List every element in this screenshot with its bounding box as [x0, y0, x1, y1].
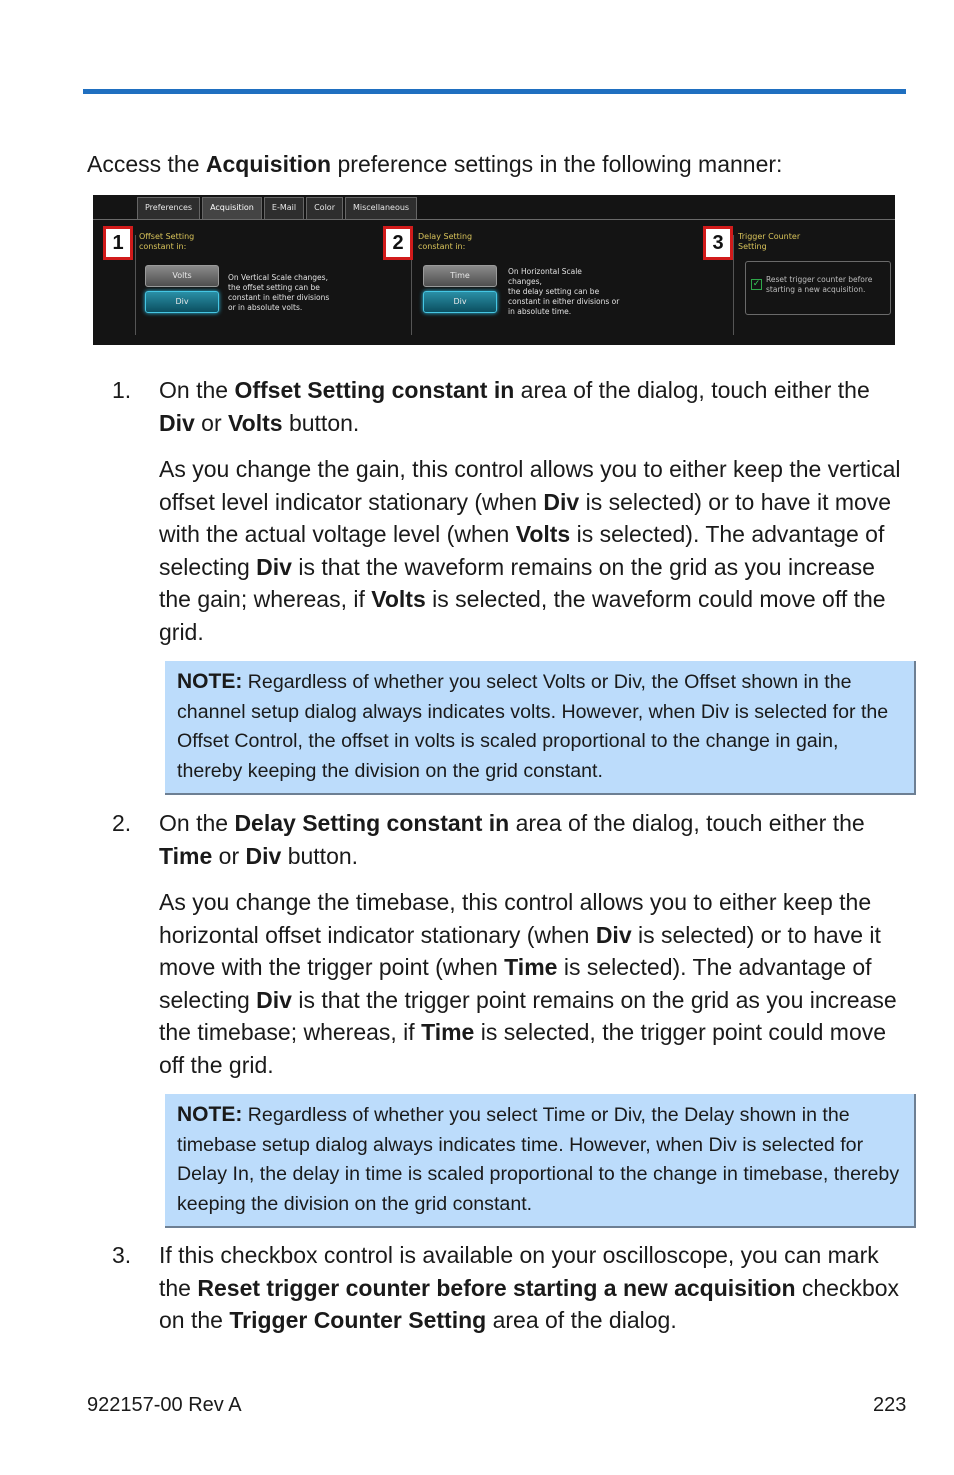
- step-1: [112, 374, 907, 439]
- tab-acquisition[interactable]: Acquisition: [202, 197, 262, 219]
- delay-hint-text: On Horizontal Scale changes, the delay setting can be constant in either divisions or in absolute time.: [508, 267, 620, 316]
- section-divider: [135, 235, 136, 335]
- trigger-counter-title: Trigger Counter Setting: [738, 232, 801, 251]
- step-number: 2.: [112, 810, 132, 836]
- tab-preferences[interactable]: Preferences: [137, 197, 200, 219]
- step-1-explanation: As you change the gain, this control allows you to either keep the vertical offset level indicator stationary (when Div is selected) or to have it move with the actual voltage level (when Volts is selected). The advantage of selecting Div is that the waveform remains on the grid as you increase the gain; whereas, if Volts is selected, the waveform could move off the grid.: [159, 456, 901, 645]
- step-2-explanation: As you change the timebase, this control allows you to either keep the horizontal offset indicator stationary (when Div is selected) or to have it move with the trigger point (when Time is selected). The advantage of selecting Div is that the trigger point remains on the grid as you increase the timebase; whereas, if Time is selected, the trigger point could move off the grid.: [159, 889, 897, 1078]
- time-button[interactable]: Time: [423, 265, 497, 287]
- step-text: On the Offset Setting constant in area of the dialog, touch either the Div or Volts button.: [159, 377, 870, 436]
- tab-underline: [93, 219, 895, 220]
- step-2: [112, 807, 907, 872]
- delay-setting-title: Delay Setting constant in:: [418, 232, 473, 251]
- offset-hint-text: On Vertical Scale changes, the offset setting can be constant in either divisions or in absolute volts.: [228, 273, 330, 312]
- step-3: [112, 1239, 907, 1337]
- page-number: 223: [873, 1394, 907, 1416]
- step-text: If this checkbox control is available on your oscilloscope, you can mark the Reset trigger counter before starting a new acquisition checkbox on the Trigger Counter Setting area of the dialog.: [159, 1242, 900, 1333]
- tab-miscellaneous[interactable]: Miscellaneous: [345, 197, 417, 219]
- offset-setting-title: Offset Setting constant in:: [139, 232, 195, 251]
- note-box: NOTE: Regardless of whether you select Volts or Div, the Offset shown in the channel setup dialog always indicates volts. However, when Div is selected for the Offset Control, the offset in volts is scaled proportional to the change in gain, thereby keeping the division on the grid constant.: [165, 661, 916, 795]
- intro-text: Access the Acquisition preference settings in the following manner:: [87, 151, 783, 177]
- acquisition-dialog-screenshot: [93, 195, 895, 345]
- callout-badge-2: 2: [383, 226, 413, 260]
- reset-trigger-checkbox[interactable]: ✓: [752, 279, 761, 289]
- reset-trigger-label: Reset trigger counter before starting a new acquisition.: [766, 275, 873, 294]
- header-rule: [83, 89, 906, 94]
- step-text: On the Delay Setting constant in area of the dialog, touch either the Time or Div button.: [159, 810, 865, 869]
- document-number: 922157-00 Rev A: [87, 1394, 242, 1416]
- callout-badge-3: 3: [703, 226, 733, 260]
- section-divider: [733, 235, 734, 335]
- delay-div-button[interactable]: Div: [423, 291, 497, 313]
- step-number: 1.: [112, 377, 132, 403]
- note-box: NOTE: Regardless of whether you select Time or Div, the Delay shown in the timebase setup dialog always indicates time. However, when Div is selected for Delay In, the delay in time is scaled proportional to the change in timebase, thereby keeping the division on the grid constant.: [165, 1094, 916, 1228]
- tab-email[interactable]: E-Mail: [264, 197, 304, 219]
- volts-button[interactable]: Volts: [145, 265, 219, 287]
- tab-color[interactable]: Color: [306, 197, 343, 219]
- dialog-tabs: [137, 197, 419, 219]
- callout-badge-1: 1: [103, 226, 133, 260]
- offset-div-button[interactable]: Div: [145, 291, 219, 313]
- step-number: 3.: [112, 1242, 132, 1268]
